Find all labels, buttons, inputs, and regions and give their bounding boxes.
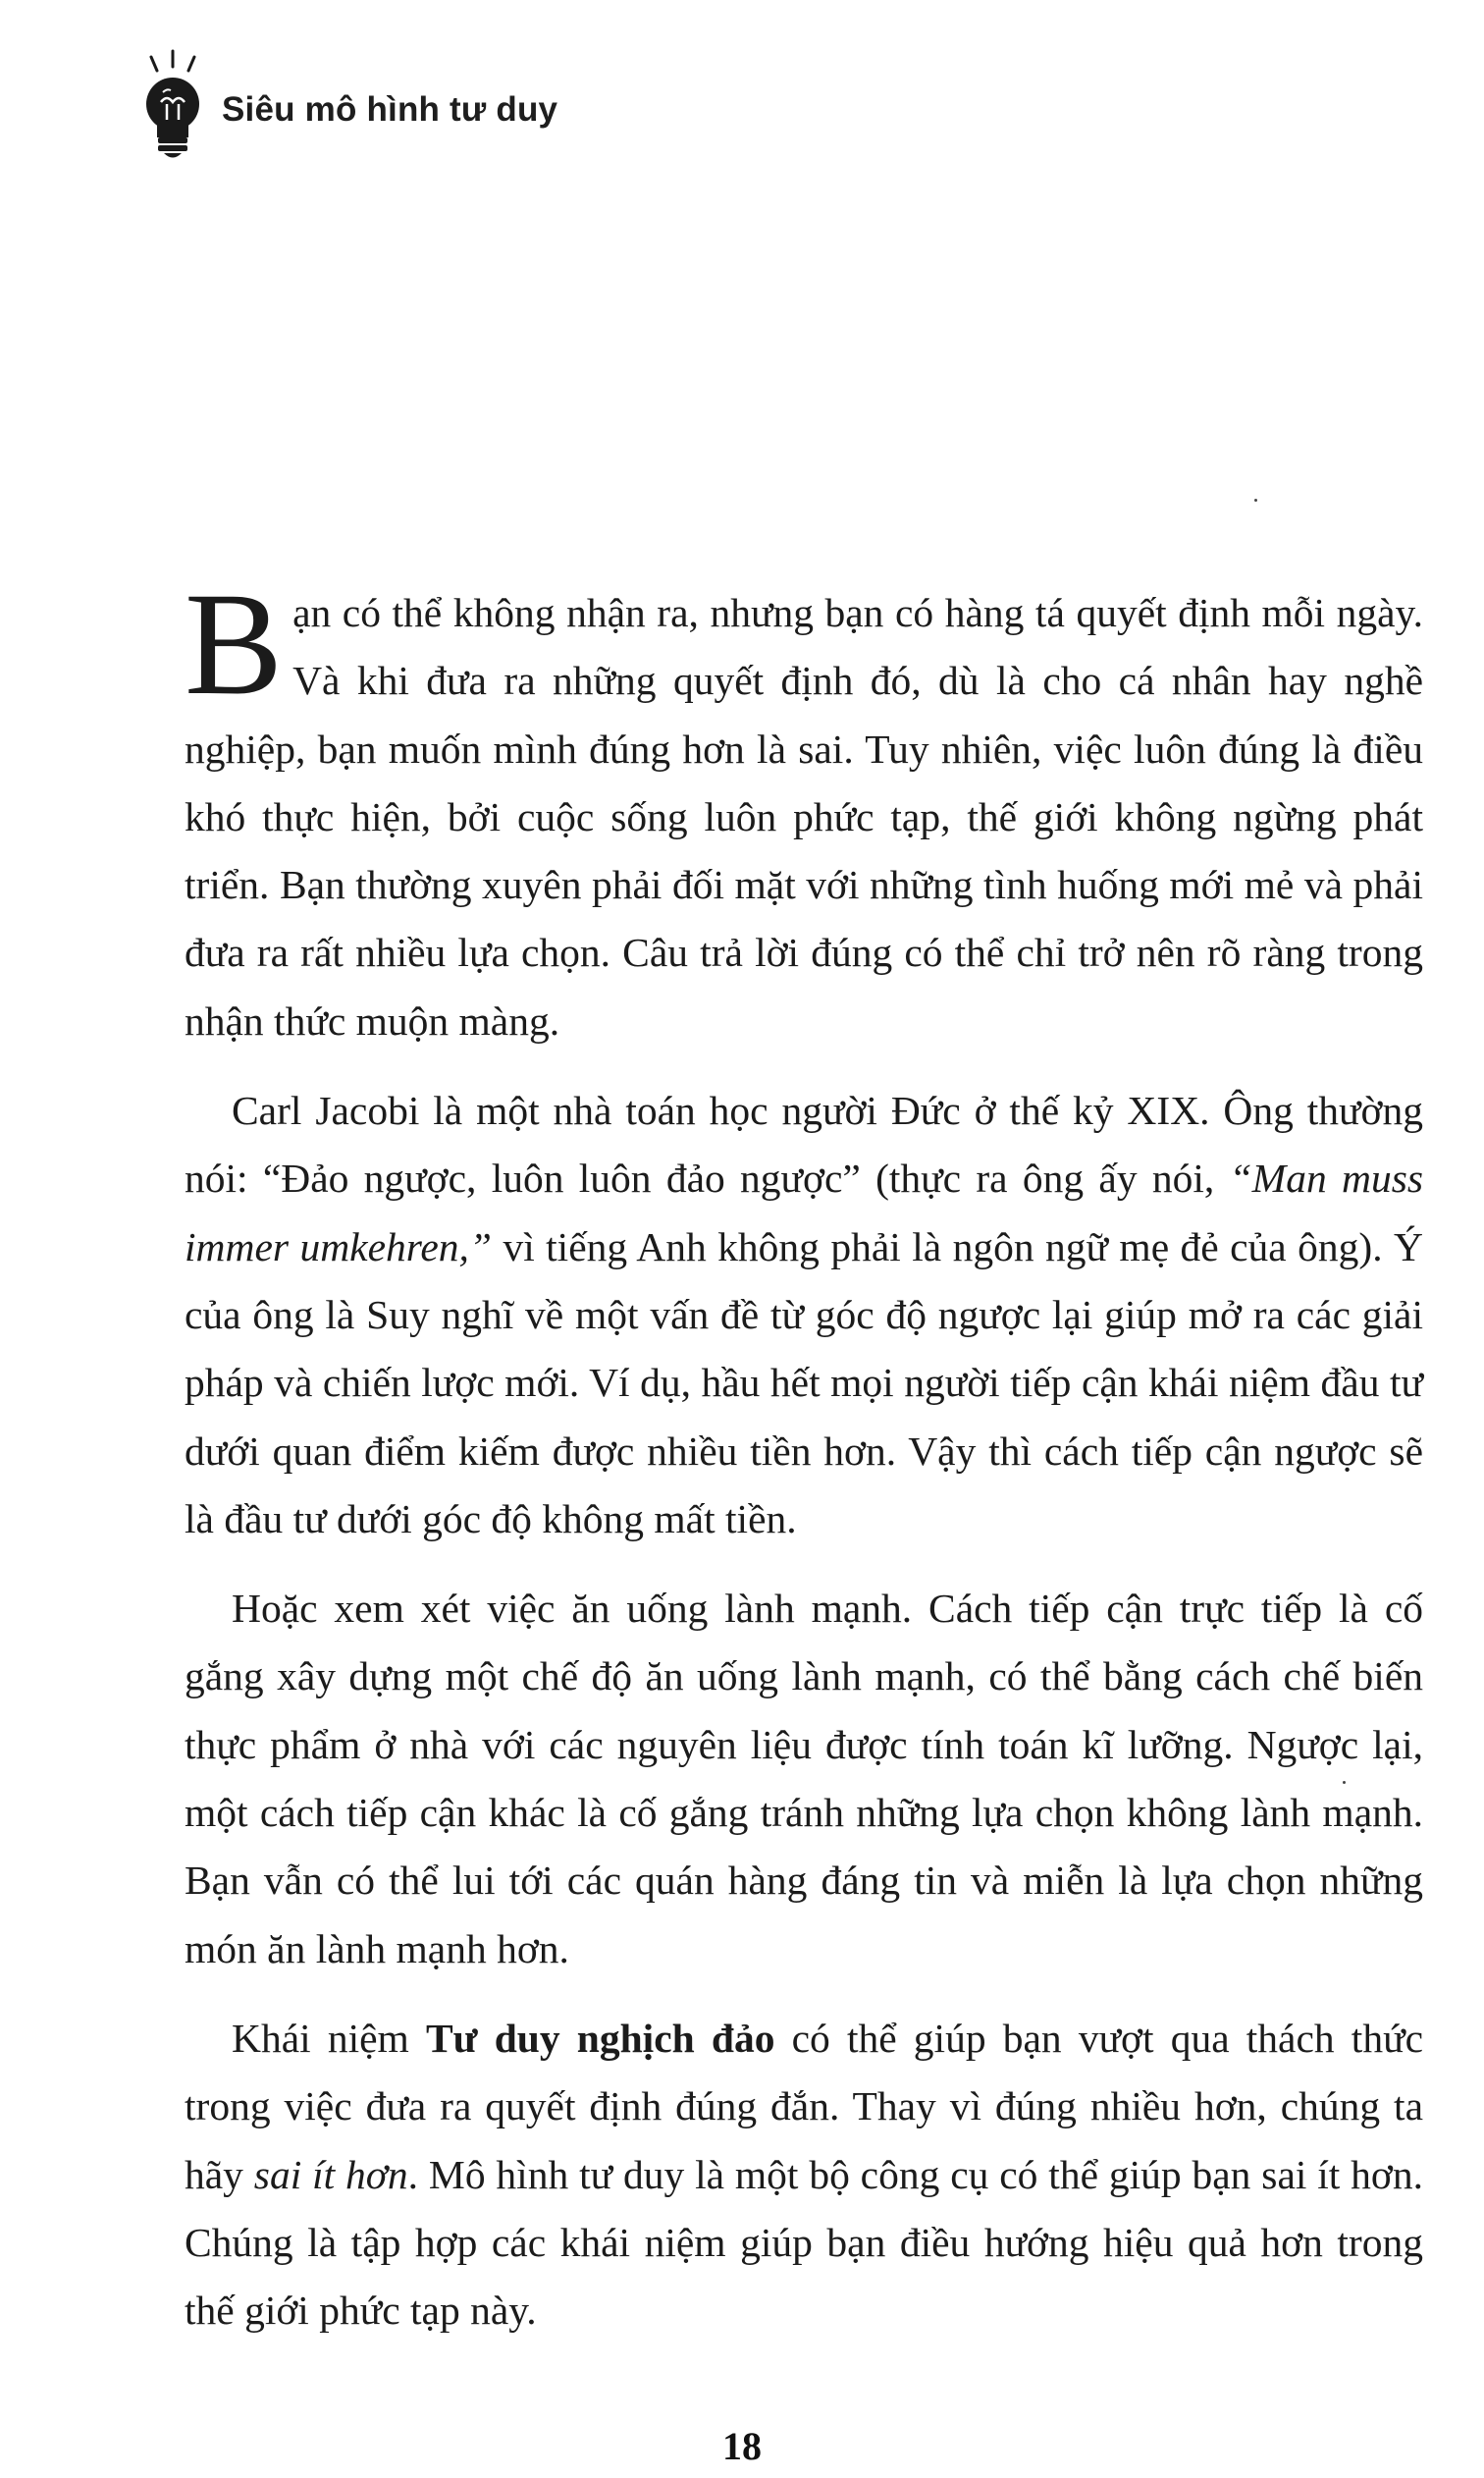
lightbulb-icon: [137, 47, 210, 165]
paragraph-4-text-c: . Mô hình tư duy là một bộ công cụ có thể giúp bạn sai ít hơn. Chúng là tập hợp các khái niệm giúp bạn điều hướng hiệu quả hơn trong thế giới phức tạp này.: [185, 2151, 1424, 2334]
scan-speck: [1254, 499, 1257, 502]
paragraph-2-text-a: Carl Jacobi là một nhà toán học người Đức ở thế kỷ XIX. Ông thường nói: “Đảo ngược, luôn luôn đảo ngược” (thực ra ông ấy nói,: [185, 1088, 1423, 1202]
paragraph-2: [185, 1077, 1423, 1553]
paragraph-4: [185, 2005, 1423, 2344]
paragraph-3-text: Hoặc xem xét việc ăn uống lành mạnh. Cách tiếp cận trực tiếp là cố gắng xây dựng một chế độ ăn uống lành mạnh, có thể bằng cách chế biến thực phẩm ở nhà với các nguyên liệu được tính toán kĩ lưỡng. Ngược lại, một cách tiếp cận khác là cố gắng tránh những lựa chọn không lành mạnh. Bạn vẫn có thể lui tới các quán hàng đáng tin và miễn là lựa chọn những món ăn lành mạnh hơn.: [185, 1586, 1423, 1971]
paragraph-1: [185, 563, 1423, 1055]
paragraph-4-text-a: Khái niệm: [232, 2015, 426, 2061]
page-number: 18: [722, 2424, 762, 2468]
paragraph-2-text-b: vì tiếng Anh không phải là ngôn ngữ mẹ đẻ của ông). Ý của ông là Suy nghĩ về một vấn đề từ góc độ ngược lại giúp mở ra các giải pháp và chiến lược mới. Ví dụ, hầu hết mọi người tiếp cận khái niệm đầu tư dưới quan điểm kiếm được nhiều tiền hơn. Vậy thì cách tiếp cận ngược sẽ là đầu tư dưới góc độ không mất tiền.: [185, 1223, 1423, 1541]
paragraph-4-text-b: có thể giúp bạn vượt qua thách thức trong việc đưa ra quyết định đúng đắn. Thay vì đúng nhiều hơn, chúng ta hãy: [185, 2015, 1423, 2197]
paragraph-1-text: ạn có thể không nhận ra, nhưng bạn có hàng tá quyết định mỗi ngày. Và khi đưa ra những quyết định đó, dù là cho cá nhân hay nghề nghiệp, bạn muốn mình đúng hơn là sai. Tuy nhiên, việc luôn đúng là điều khó thực hiện, bởi cuộc sống luôn phức tạp, thế giới không ngừng phát triển. Bạn thường xuyên phải đối mặt với những tình huống mới mẻ và phải đưa ra rất nhiều lựa chọn. Câu trả lời đúng có thể chỉ trở nên rõ ràng trong nhận thức muộn màng.: [185, 590, 1423, 1044]
running-header-title: Siêu mô hình tư duy: [222, 90, 558, 129]
running-header: [137, 47, 557, 165]
paragraph-4-bold-term: Tư duy nghịch đảo: [425, 2015, 775, 2061]
paragraph-4-italic-phrase: sai ít hơn: [253, 2151, 408, 2197]
body-text: [185, 563, 1424, 2344]
drop-cap: B: [185, 563, 284, 726]
paragraph-3: [185, 1575, 1423, 1983]
paragraph-2-german-quote: “Man muss immer umkehren,”: [185, 1156, 1423, 1269]
